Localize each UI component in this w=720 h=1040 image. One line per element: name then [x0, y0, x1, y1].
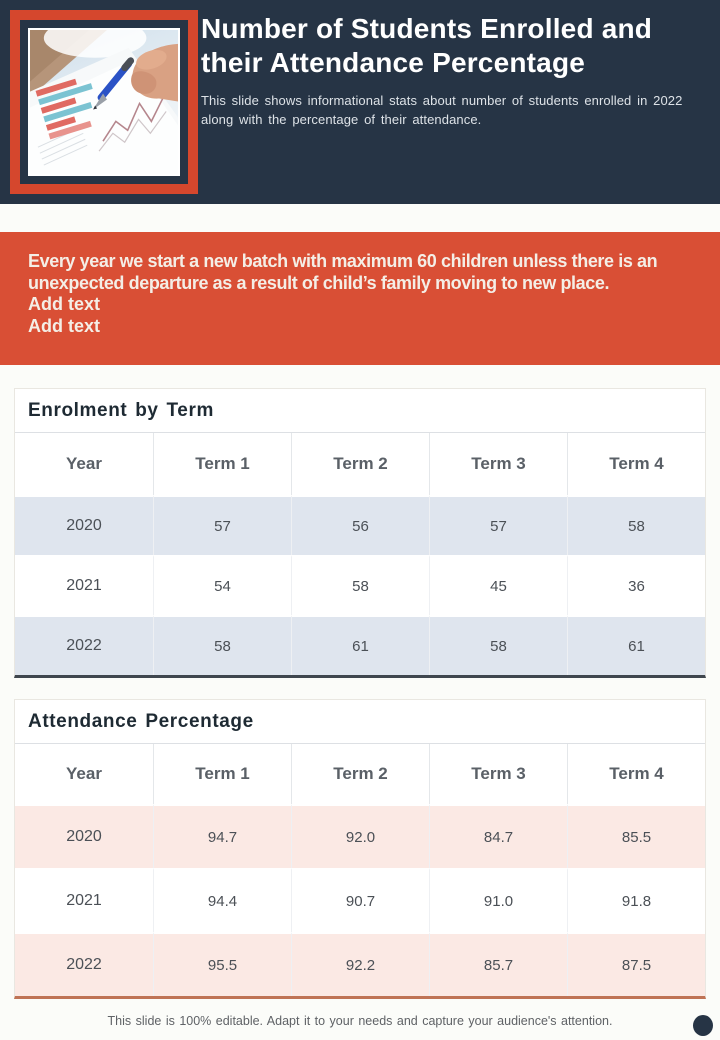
- value-cell: 94.4: [153, 868, 291, 932]
- slide-subtitle: This slide shows informational stats about number of students enrolled in 2022 along with the percentage of their attendance.: [201, 93, 683, 127]
- value-cell: 84.7: [429, 804, 567, 868]
- value-cell: 91.8: [567, 868, 705, 932]
- value-cell: 58: [291, 555, 429, 615]
- value-cell: 92.2: [291, 932, 429, 996]
- value-cell: 95.5: [153, 932, 291, 996]
- value-cell: 58: [567, 495, 705, 555]
- callout-box: [0, 232, 720, 365]
- header-image-frame: [10, 10, 198, 194]
- slide-title: Number of Students Enrolled and their Attendance Percentage: [201, 13, 653, 78]
- table-row-2020: [15, 804, 705, 868]
- table-row-2021: [15, 868, 705, 932]
- attendance-table-section: [14, 699, 706, 999]
- header-image: [28, 28, 180, 176]
- table-header-row: [15, 433, 705, 495]
- table-row-2022: [15, 615, 705, 675]
- header-cell-term2: Term 2: [291, 433, 429, 495]
- attendance-table-title: Attendance Percentage: [15, 700, 705, 744]
- value-cell: 61: [567, 615, 705, 675]
- header-band: [0, 0, 720, 204]
- value-cell: 54: [153, 555, 291, 615]
- value-cell: 58: [429, 615, 567, 675]
- enrolment-table-title: Enrolment by Term: [15, 389, 705, 433]
- header-cell-term3: Term 3: [429, 744, 567, 804]
- table-row-2021: [15, 555, 705, 615]
- year-cell: 2022: [15, 932, 153, 996]
- value-cell: 85.5: [567, 804, 705, 868]
- value-cell: 56: [291, 495, 429, 555]
- year-cell: 2022: [15, 615, 153, 675]
- value-cell: 36: [567, 555, 705, 615]
- value-cell: 61: [291, 615, 429, 675]
- year-cell: 2021: [15, 555, 153, 615]
- footer-note: This slide is 100% editable. Adapt it to your needs and capture your audience's attention.: [107, 1014, 613, 1028]
- value-cell: 90.7: [291, 868, 429, 932]
- header-cell-term3: Term 3: [429, 433, 567, 495]
- value-cell: 87.5: [567, 932, 705, 996]
- enrolment-table: [15, 433, 705, 675]
- table-header-row: [15, 744, 705, 804]
- value-cell: 85.7: [429, 932, 567, 996]
- value-cell: 45: [429, 555, 567, 615]
- value-cell: 91.0: [429, 868, 567, 932]
- value-cell: 92.0: [291, 804, 429, 868]
- value-cell: 94.7: [153, 804, 291, 868]
- callout-text: Every year we start a new batch with maximum 60 children unless there is an unexpected departure as a result of child’s family moving to new place.: [28, 251, 658, 293]
- header-cell-year: Year: [15, 433, 153, 495]
- year-cell: 2020: [15, 495, 153, 555]
- table-row-2022: [15, 932, 705, 996]
- enrolment-table-section: [14, 388, 706, 678]
- year-cell: 2020: [15, 804, 153, 868]
- header-cell-term2: Term 2: [291, 744, 429, 804]
- header-cell-term1: Term 1: [153, 744, 291, 804]
- callout-add-text-1[interactable]: Add text: [28, 294, 100, 314]
- value-cell: 57: [429, 495, 567, 555]
- header-cell-term1: Term 1: [153, 433, 291, 495]
- header-cell-term4: Term 4: [567, 744, 705, 804]
- callout-add-text-2[interactable]: Add text: [28, 315, 100, 336]
- title-block: [201, 12, 712, 129]
- value-cell: 57: [153, 495, 291, 555]
- charts-photo-illustration: [30, 30, 178, 174]
- attendance-table: [15, 744, 705, 996]
- header-cell-term4: Term 4: [567, 433, 705, 495]
- year-cell: 2021: [15, 868, 153, 932]
- value-cell: 58: [153, 615, 291, 675]
- table-row-2020: [15, 495, 705, 555]
- page-indicator-dot: [693, 1015, 713, 1036]
- header-cell-year: Year: [15, 744, 153, 804]
